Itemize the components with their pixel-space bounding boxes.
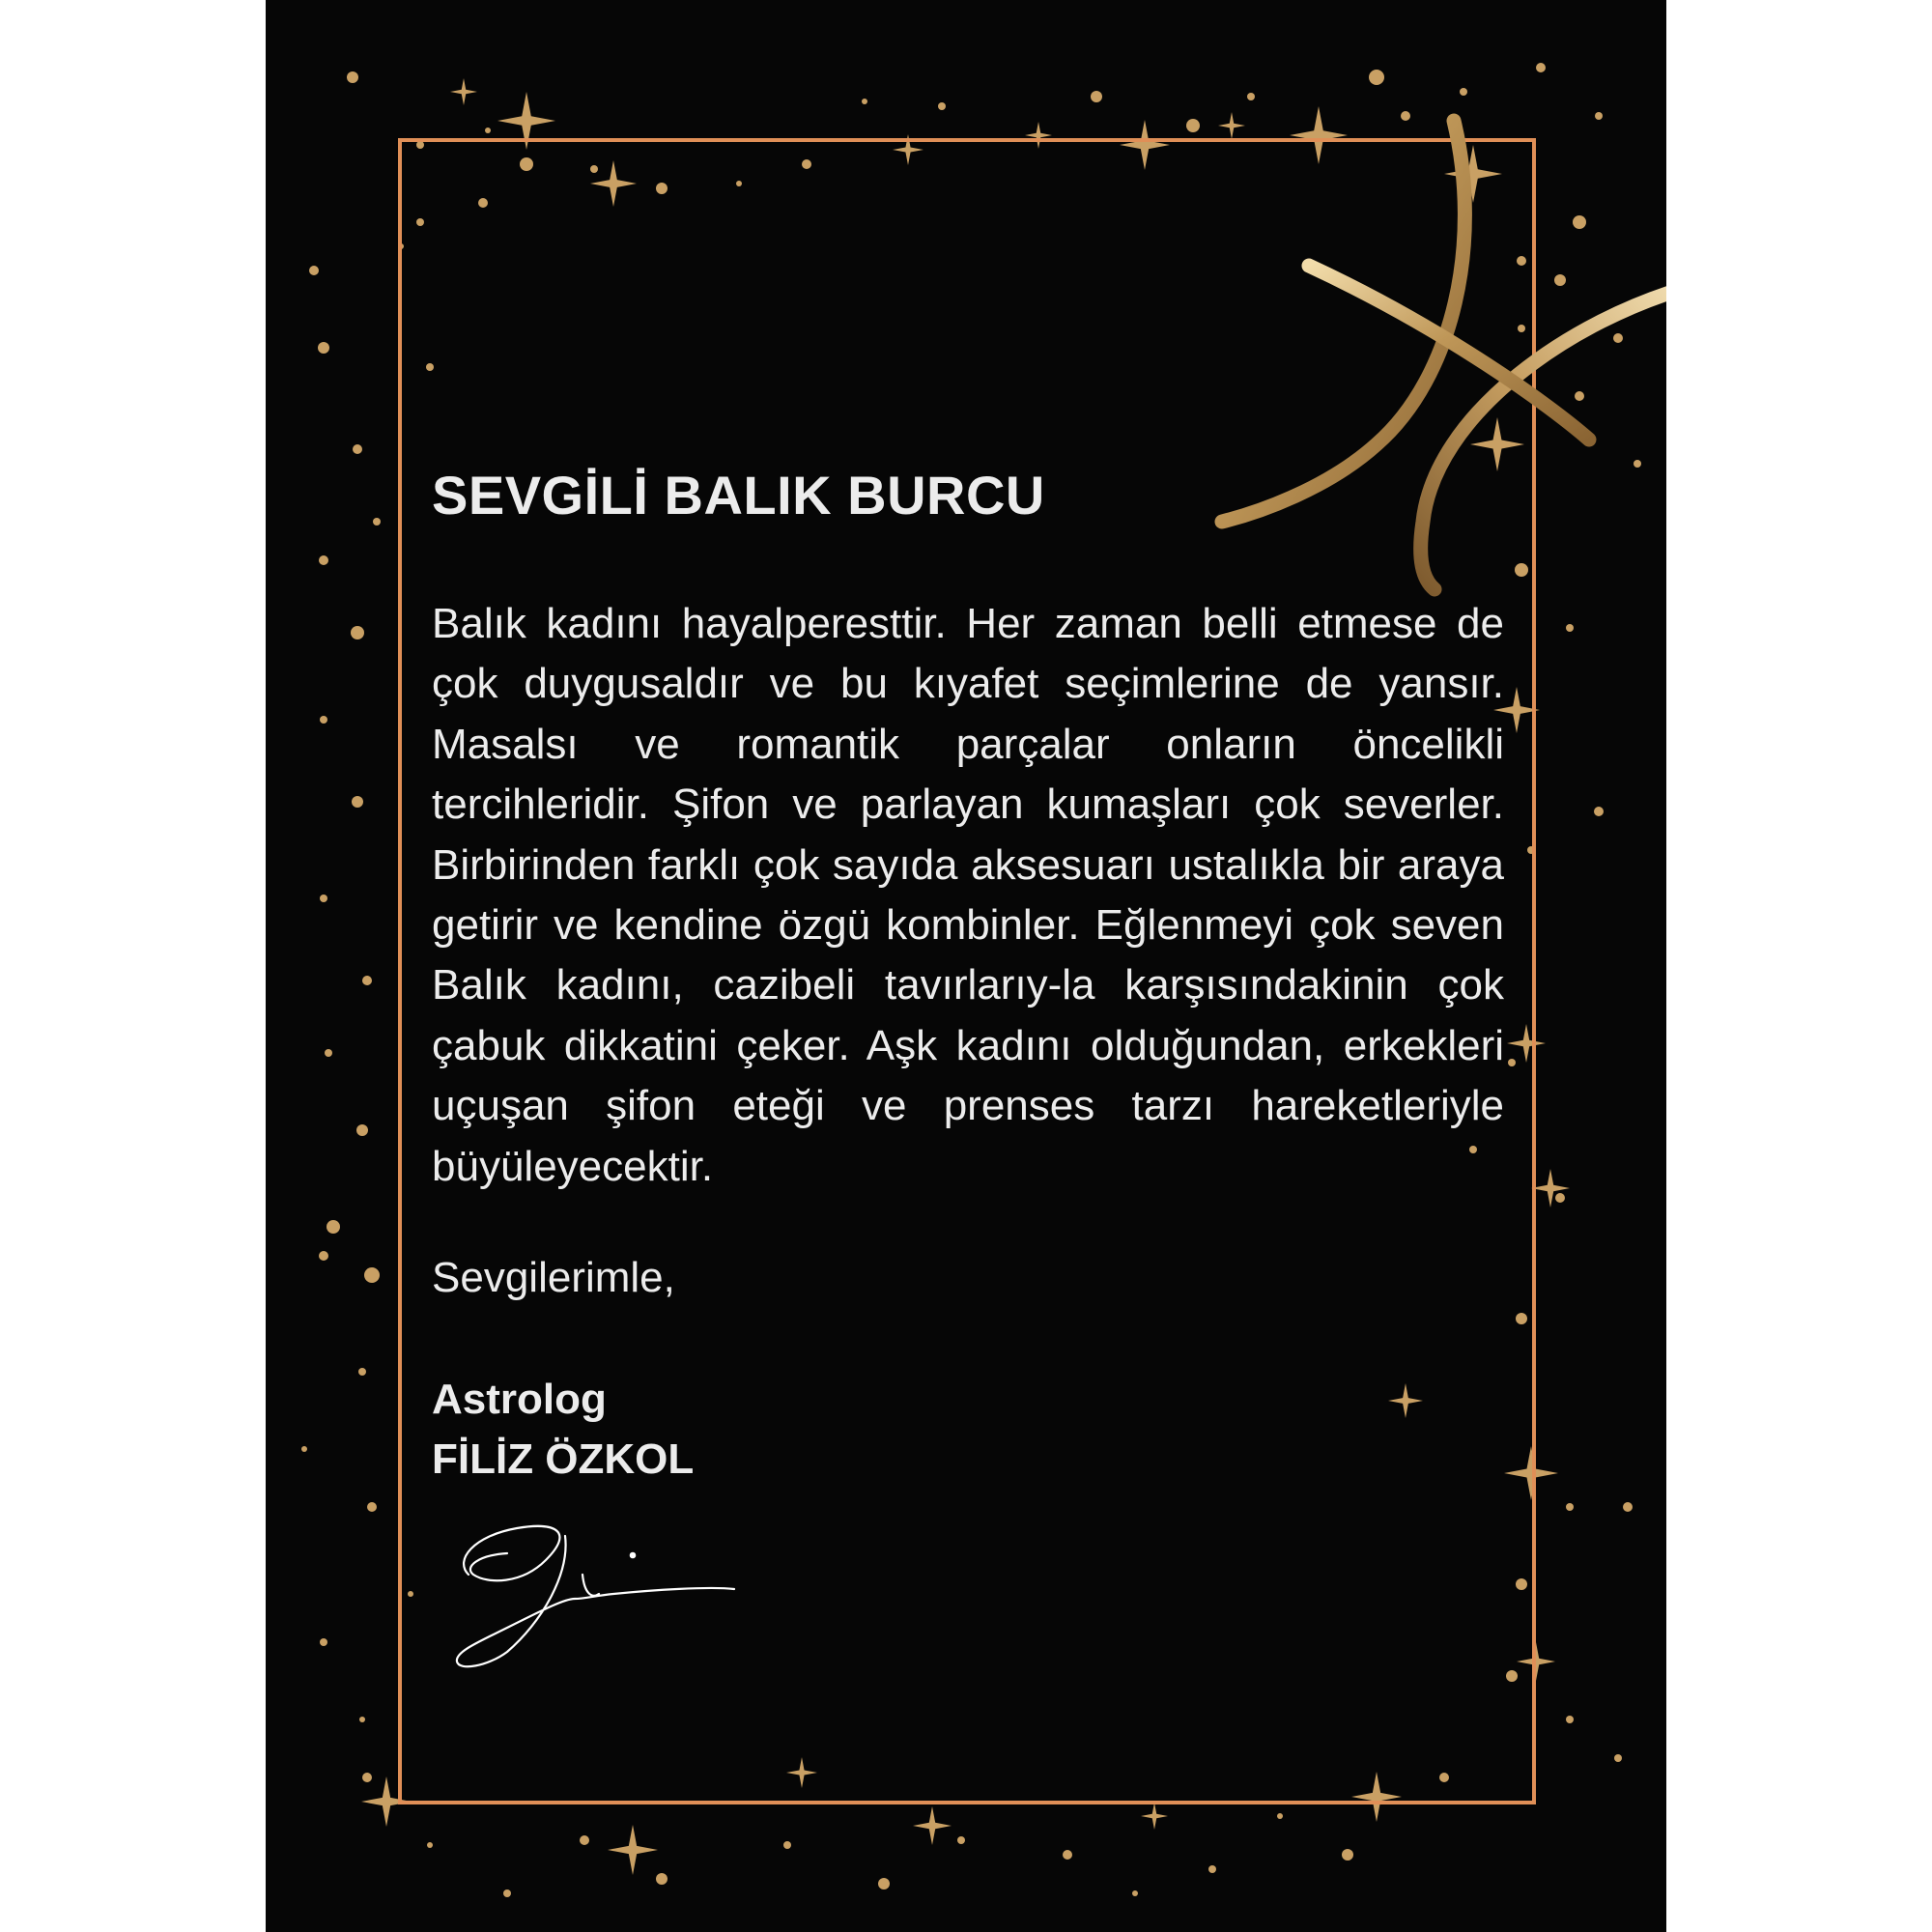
signer-name: FİLİZ ÖZKOL	[432, 1435, 695, 1483]
letter-title: SEVGİLİ BALIK BURCU	[432, 465, 1045, 526]
letter-card	[266, 0, 1666, 1932]
handwritten-signature	[430, 1507, 749, 1681]
signer-role: Astrolog	[432, 1376, 607, 1423]
letter-closing: Sevgilerimle,	[432, 1254, 675, 1301]
letter-body: Balık kadını hayalperesttir. Her zaman belli etmese de çok duygusaldır ve bu kıyafet seçimlerine de yansır. Masalsı ve romantik parçalar onların öncelikli tercihleridir. Şifon ve parlayan kumaşları çok severler. Birbirinden farklı çok sayıda aksesuarı ustalıkla bir araya getirir ve kendine özgü kombinler. Eğlenmeyi çok seven Balık kadını, cazibeli tavırlarıy-la karşısındakinin çok çabuk dikkatini çeker. Aşk kadını olduğundan, erkekleri uçuşan şifon eteği ve prenses tarzı hareketleriyle büyüleyecektir.	[432, 600, 1504, 1190]
pisces-icon	[1029, 106, 1666, 618]
